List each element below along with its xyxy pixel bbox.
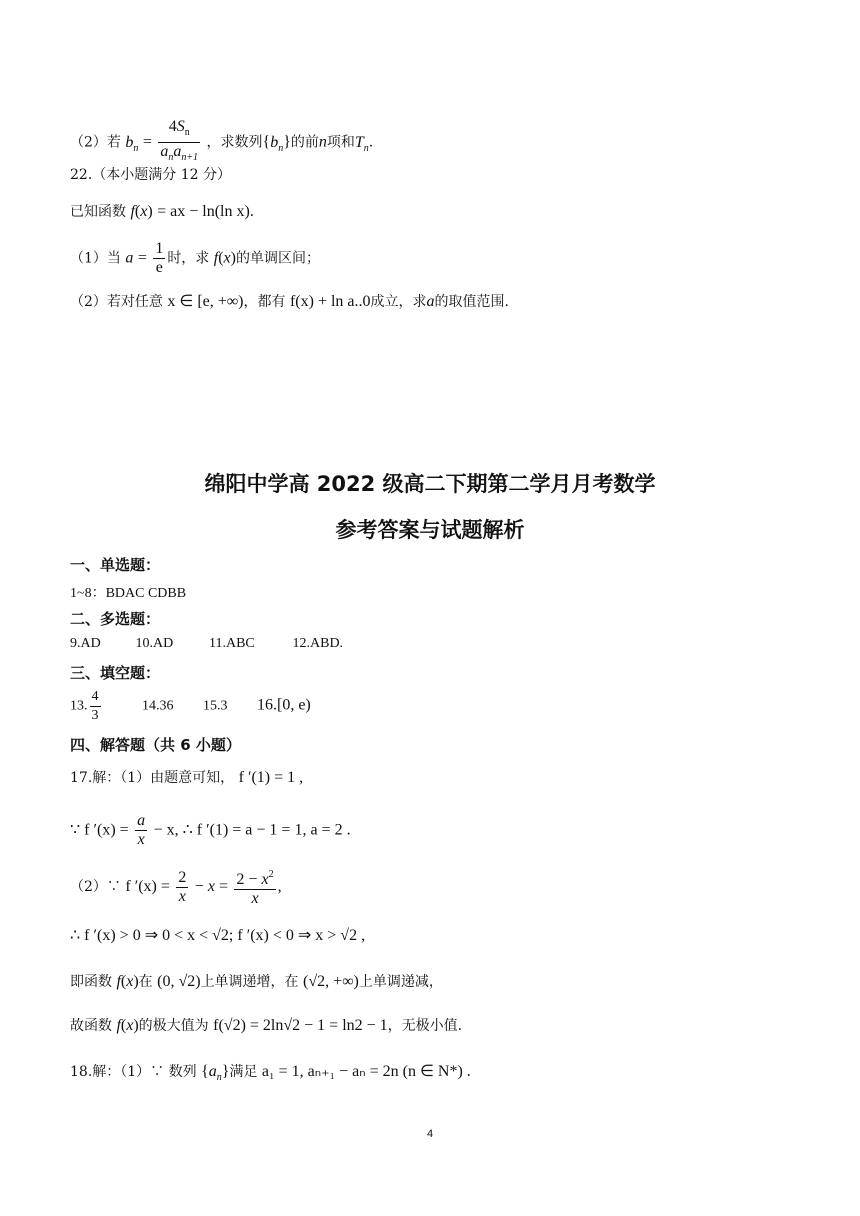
formula: (0, √2)	[157, 973, 201, 990]
text: 17.解：（1）由题意可知，	[70, 770, 235, 786]
answer-subtitle: 参考答案与试题解析	[335, 518, 525, 542]
answer-13: 13.	[70, 698, 88, 714]
fraction: $\frac{4}{3}$	[91, 689, 99, 723]
text: ，求数列	[206, 134, 263, 151]
text: 在	[138, 974, 153, 990]
answer-14: 14.36	[142, 698, 174, 714]
text: 项和	[326, 134, 355, 151]
fraction: $\frac{1}{e}$	[155, 240, 164, 276]
fill-blank-answers	[70, 688, 311, 725]
text: （2）∵	[70, 879, 121, 895]
s17-line6: 故函数 f(x)的极大值为 f(√2) = 2ln√2 − 1 = ln2 − 1，无极小值.	[70, 1017, 463, 1034]
section-single-choice: 一、单选题：	[70, 556, 161, 574]
answer-10: 10.AD	[135, 636, 174, 651]
text: （2）若对任意	[70, 294, 163, 310]
text: 成立，求	[370, 294, 427, 310]
text: 的极大值为	[138, 1018, 209, 1034]
text: 即函数	[70, 974, 112, 990]
section-fill-blank: 三、填空题：	[70, 664, 161, 682]
formula: f ′(x) =	[125, 878, 170, 895]
text: 时，求	[167, 250, 210, 267]
text: 的单调区间；	[235, 250, 320, 267]
q22-header: 22.（本小题满分 12 分）	[70, 167, 231, 183]
s17-line3: （2）∵ f ′(x) = $\frac{2}{x}$ − x = $\frac{2 - x^2}{x}$ ,	[70, 866, 282, 908]
answer-9: 9.AD	[70, 636, 101, 651]
s17-line4	[70, 926, 365, 946]
single-choice-answers: 1~8：BDAC CDBB	[70, 586, 187, 601]
text: 的取值范围.	[434, 294, 509, 310]
formula: = ax − ln(ln x).	[157, 203, 254, 220]
fraction: $\frac{4S_n}{a_na_{n+1}}$	[160, 118, 199, 163]
answer-12: 12.ABD.	[292, 636, 344, 651]
formula: f ′(1) = 1 ,	[238, 769, 304, 786]
text: .	[368, 134, 374, 151]
fraction: $\frac{2}{x}$	[178, 868, 187, 905]
text: （1）当	[70, 250, 121, 267]
formula: x ∈ [e, +∞)	[167, 293, 244, 310]
text: 已知函数	[70, 204, 126, 220]
formula: (√2, +∞)	[303, 973, 359, 990]
fraction: $\frac{2 - x^2}{x}$	[234, 866, 275, 908]
page-number: 4	[426, 1128, 434, 1140]
formula: − x, ∴ f ′(1) = a − 1 = 1, a = 2 .	[153, 821, 351, 839]
text: ，都有	[243, 294, 286, 310]
s17-line2	[70, 812, 351, 849]
q22-intro: 已知函数 f(x) = ax − ln(ln x).	[70, 203, 254, 220]
text: 上单调递减，	[358, 974, 443, 990]
text: （2）若	[70, 134, 121, 151]
text: 故函数	[70, 1018, 112, 1034]
formula: f(x) + ln a..0	[289, 293, 371, 310]
multi-choice-answers	[70, 636, 343, 652]
q22-part2: （2）若对任意 x ∈ [e, +∞)，都有 f(x) + ln a..0成立，求a的取值范围.	[70, 293, 509, 310]
s18-line1: 18.解：（1）∵ 数列 $\{a_n\}$满足 a₁ = 1, aₙ₊₁ − aₙ = 2n (n ∈ N*) .	[70, 1063, 471, 1083]
text: 18.解：（1）∵ 数列	[70, 1064, 197, 1080]
answer-15: 15.3	[203, 698, 228, 714]
section-solutions: 四、解答题（共 6 小题）	[70, 736, 241, 754]
text: 上单调递增，在	[200, 974, 299, 990]
answer-16: 16.[0, e)	[257, 696, 311, 714]
answer-title: 绵阳中学高 2022 级高二下期第二学月月考数学	[204, 472, 656, 496]
q21-part2: （2）若 $b_n$ = $\frac{4S_n}{a_na_{n+1}}$ ，求数列$\{b_n\}$的前n项和$T_n$.	[70, 118, 373, 167]
text: ，无极小值.	[387, 1018, 463, 1034]
formula: a₁ = 1, aₙ₊₁ − aₙ = 2n (n ∈ N*) .	[261, 1063, 471, 1080]
section-multi-choice: 二、多选题：	[70, 610, 161, 628]
formula: ∴ f ′(x) > 0 ⇒ 0 < x < √2; f ′(x) < 0 ⇒ x > √2 ,	[70, 927, 366, 944]
text: 的前	[290, 134, 319, 151]
text: 满足	[229, 1064, 258, 1080]
q22-part1: （1）当 a = $\frac{1}{e}$ 时，求 f(x)的单调区间；	[70, 240, 320, 276]
answer-11: 11.ABC	[209, 636, 255, 651]
formula: ∵ f ′(x) =	[70, 821, 129, 839]
s17-line5: 即函数 f(x)在 (0, √2)上单调递增，在 (√2, +∞)上单调递减，	[70, 973, 443, 990]
formula: f(√2) = 2ln√2 − 1 = ln2 − 1	[213, 1017, 388, 1034]
fraction: $\frac{a}{x}$	[137, 812, 146, 848]
s17-line1	[70, 768, 303, 788]
